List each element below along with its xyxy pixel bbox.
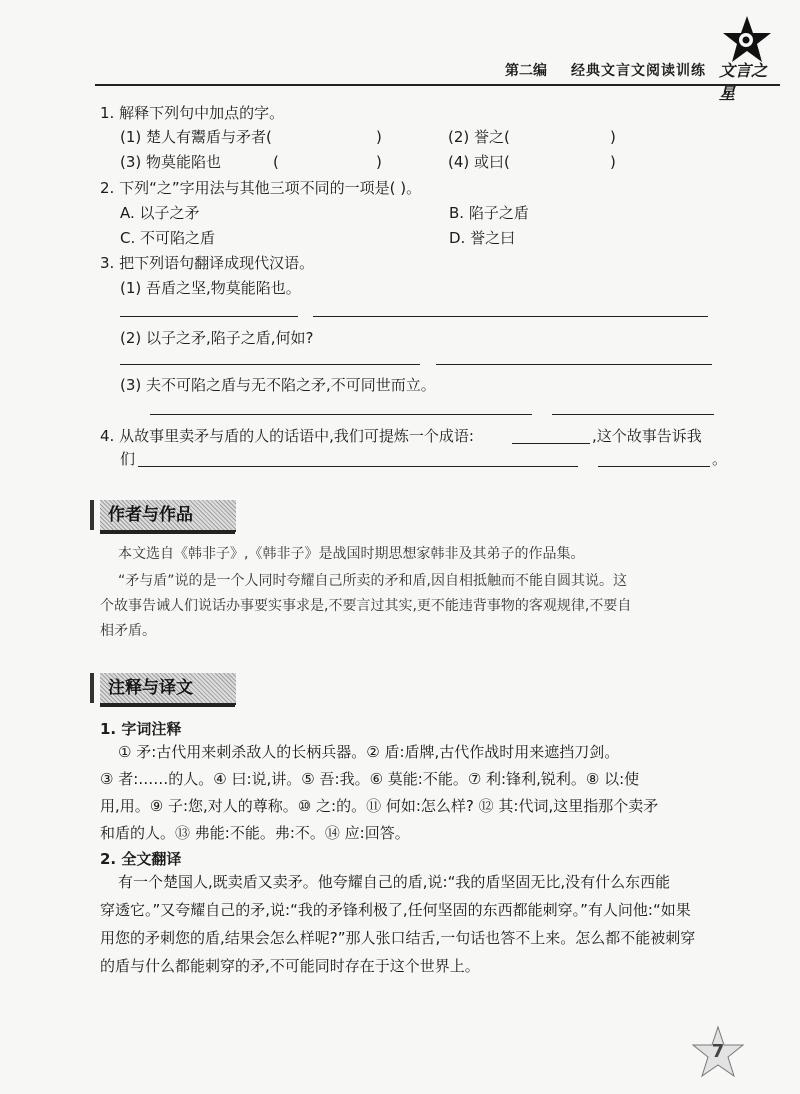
translation-line-1: 有一个楚国人,既卖盾又卖矛。他夸耀自己的盾,说:“我的盾坚固无比,没有什么东西能 bbox=[118, 873, 671, 891]
q3-answer-line-2a bbox=[120, 364, 420, 365]
q2-option-b: B. 陷子之盾 bbox=[449, 204, 529, 222]
author-para-2-line-1: “矛与盾”说的是一个人同时夸耀自己所卖的矛和盾,因自相抵触而不能自圆其说。这 bbox=[118, 573, 627, 589]
q1-item-4-close: ) bbox=[610, 153, 616, 171]
q1-item-1: (1) 楚人有鬻盾与矛者( bbox=[120, 128, 272, 146]
author-section-rule bbox=[100, 532, 235, 534]
q4-blank-lesson-a bbox=[138, 466, 578, 467]
q1-item-3-close: ) bbox=[376, 153, 382, 171]
q3-answer-line-3b bbox=[552, 414, 714, 415]
q1-item-2: (2) 誉之( bbox=[448, 128, 510, 146]
q1-item-3: (3) 物莫能陷也 bbox=[120, 153, 222, 171]
translation-line-4: 的盾与什么都能刺穿的矛,不可能同时存在于这个世界上。 bbox=[100, 957, 480, 975]
header-title: 经典文言文阅读训练 bbox=[571, 63, 706, 79]
q3-answer-line-1b bbox=[313, 316, 708, 317]
q4-line2-a: 们 bbox=[120, 450, 136, 468]
q4-blank-lesson-b bbox=[598, 466, 710, 467]
q3-item-2: (2) 以子之矛,陷子之盾,何如? bbox=[120, 329, 314, 347]
translation-line-2: 穿透它。”又夸耀自己的矛,说:“我的矛锋利极了,任何坚固的东西都能刺穿。”有人问他:“如果 bbox=[100, 901, 691, 919]
q1-prompt: 1. 解释下列句中加点的字。 bbox=[100, 104, 285, 122]
q1-item-2-close: ) bbox=[610, 128, 616, 146]
author-para-2-line-3: 相矛盾。 bbox=[100, 623, 156, 639]
header-section: 第二编 bbox=[505, 63, 547, 79]
q4-line1-b: ,这个故事告诉我 bbox=[592, 427, 702, 445]
notes-section-rule bbox=[100, 705, 235, 707]
header-rule bbox=[95, 84, 780, 86]
author-section-title: 作者与作品 bbox=[100, 500, 236, 532]
q4-line1-a: 4. 从故事里卖矛与盾的人的话语中,我们可提炼一个成语: bbox=[100, 427, 474, 445]
q2-option-a: A. 以子之矛 bbox=[120, 204, 200, 222]
q2-option-d: D. 誉之曰 bbox=[449, 229, 516, 247]
header-star-logo bbox=[722, 14, 772, 64]
notes-line-2: ③ 者:……的人。④ 曰:说,讲。⑤ 吾:我。⑥ 莫能:不能。⑦ 利:锋利,锐利。⑧ 以:使 bbox=[100, 770, 640, 788]
q1-item-1-close: ) bbox=[376, 128, 382, 146]
q3-answer-line-1a bbox=[120, 316, 298, 317]
notes-section-title: 注释与译文 bbox=[100, 673, 236, 705]
page-number: 7 bbox=[711, 1041, 725, 1062]
q3-item-3: (3) 夫不可陷之盾与无不陷之矛,不可同世而立。 bbox=[120, 376, 436, 394]
q1-item-3-open: ( bbox=[273, 153, 279, 171]
q3-answer-line-2b bbox=[436, 364, 712, 365]
q1-item-4: (4) 或曰( bbox=[448, 153, 510, 171]
star-icon bbox=[722, 14, 772, 64]
author-para-2-line-2: 个故事告诫人们说话办事要实事求是,不要言过其实,更不能违背事物的客观规律,不要自 bbox=[100, 598, 632, 614]
notes-subheading-1: 1. 字词注释 bbox=[100, 720, 182, 738]
author-para-1: 本文选自《韩非子》,《韩非子》是战国时期思想家韩非及其弟子的作品集。 bbox=[118, 546, 585, 562]
q2-option-c: C. 不可陷之盾 bbox=[120, 229, 216, 247]
q4-line2-end: 。 bbox=[712, 450, 728, 468]
translation-line-3: 用您的矛刺您的盾,结果会怎么样呢?”那人张口结舌,一句话也答不上来。怎么都不能被刺穿 bbox=[100, 929, 696, 947]
q3-prompt: 3. 把下列语句翻译成现代汉语。 bbox=[100, 254, 315, 272]
page-number-badge bbox=[690, 1024, 746, 1080]
notes-line-4: 和盾的人。⑬ 弗能:不能。弗:不。⑭ 应:回答。 bbox=[100, 824, 410, 842]
header-bar bbox=[505, 60, 775, 103]
q4-blank-idiom bbox=[512, 443, 590, 444]
q3-answer-line-3a bbox=[150, 414, 532, 415]
header-brand: 文言之星 bbox=[719, 61, 768, 103]
notes-line-1: ① 矛:古代用来刺杀敌人的长柄兵器。② 盾:盾牌,古代作战时用来遮挡刀剑。 bbox=[118, 743, 620, 761]
q3-item-1: (1) 吾盾之坚,物莫能陷也。 bbox=[120, 279, 301, 297]
notes-line-3: 用,用。⑨ 子:您,对人的尊称。⑩ 之:的。⑪ 何如:怎么样? ⑫ 其:代词,这里指那个卖矛 bbox=[100, 797, 659, 815]
q2-prompt: 2. 下列“之”字用法与其他三项不同的一项是( )。 bbox=[100, 179, 422, 197]
notes-subheading-2: 2. 全文翻译 bbox=[100, 850, 182, 868]
